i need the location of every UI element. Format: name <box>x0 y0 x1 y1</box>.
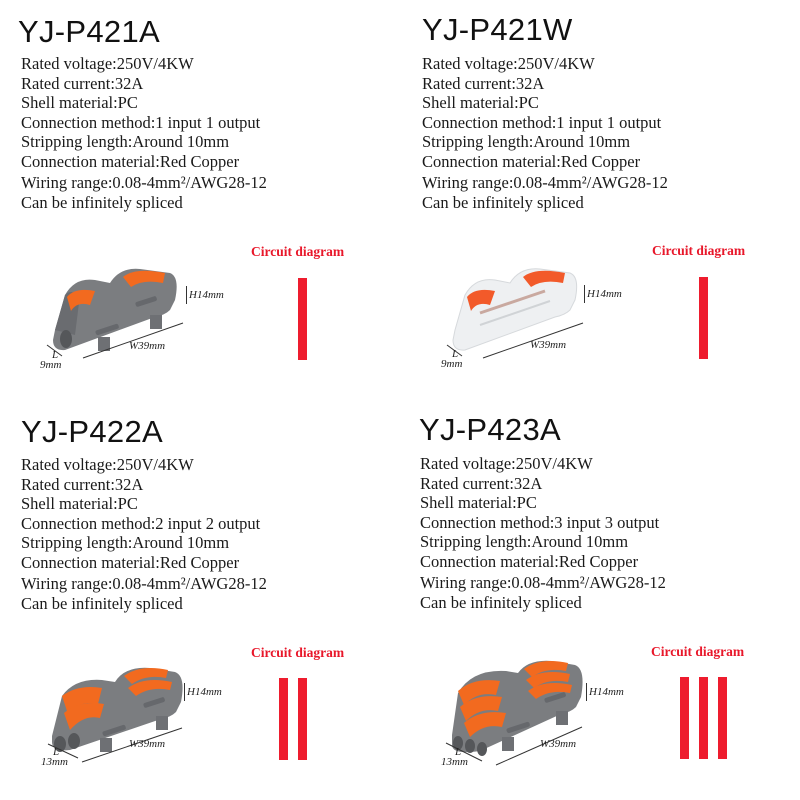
dim-length-label: L <box>455 746 462 758</box>
spec-rated-voltage: Rated voltage:250V/4KW <box>21 455 194 474</box>
circuit-diagram-label: Circuit diagram <box>251 645 345 660</box>
spec-connection-material: Connection material:Red Copper <box>21 151 240 171</box>
spec-shell-material: Shell material:PC <box>21 494 138 513</box>
dim-length-value: 13mm <box>41 756 68 768</box>
spec-connection-material: Connection material:Red Copper <box>420 551 639 571</box>
spec-rated-voltage: Rated voltage:250V/4KW <box>420 454 593 473</box>
circuit-diagram <box>298 278 307 360</box>
circuit-diagram-label: Circuit diagram <box>652 243 746 258</box>
model-title: YJ-P422A <box>21 414 163 449</box>
dim-height: H14mm <box>586 683 624 701</box>
dim-length-label: L <box>452 348 459 360</box>
spec-wiring-range: Wiring range:0.08-4mm²/AWG28-12 <box>21 574 267 593</box>
dim-height: H14mm <box>584 285 622 303</box>
dim-width: W39mm <box>540 738 577 750</box>
spec-connection-material: Connection material:Red Copper <box>422 151 641 171</box>
spec-connection-method: Connection method:2 input 2 output <box>21 513 261 533</box>
spec-splice: Can be infinitely spliced <box>21 192 183 212</box>
spec-stripping-length: Stripping length:Around 10mm <box>21 533 230 552</box>
circuit-line <box>279 678 288 760</box>
spec-splice: Can be infinitely spliced <box>420 592 582 612</box>
circuit-line <box>298 278 307 360</box>
circuit-line <box>718 677 727 759</box>
spec-rated-current: Rated current:32A <box>422 73 545 93</box>
model-title: YJ-P421A <box>18 14 160 49</box>
circuit-diagram <box>699 277 708 359</box>
spec-stripping-length: Stripping length:Around 10mm <box>420 532 629 551</box>
model-title: YJ-P423A <box>419 412 561 447</box>
spec-shell-material: Shell material:PC <box>420 493 537 512</box>
circuit-diagram <box>680 677 727 759</box>
spec-rated-voltage: Rated voltage:250V/4KW <box>21 54 194 73</box>
spec-splice: Can be infinitely spliced <box>21 593 183 613</box>
spec-shell-material: Shell material:PC <box>21 93 138 112</box>
spec-rated-current: Rated current:32A <box>420 473 543 493</box>
product-panel-p421w <box>400 0 800 400</box>
dim-width: W39mm <box>129 340 166 352</box>
dim-length-value: 13mm <box>441 756 468 768</box>
spec-list <box>422 54 668 212</box>
spec-rated-voltage: Rated voltage:250V/4KW <box>422 54 595 73</box>
spec-wiring-range: Wiring range:0.08-4mm²/AWG28-12 <box>422 173 668 192</box>
circuit-line <box>298 678 307 760</box>
spec-connection-method: Connection method:1 input 1 output <box>422 112 662 132</box>
circuit-diagram <box>279 678 307 760</box>
spec-connection-material: Connection material:Red Copper <box>21 552 240 572</box>
spec-list <box>21 54 267 212</box>
connector-image-grey-3way <box>440 655 590 770</box>
spec-connection-method: Connection method:1 input 1 output <box>21 112 261 132</box>
spec-list <box>420 454 666 612</box>
product-panel-p422a <box>0 400 400 800</box>
connector-image-grey-2way <box>40 658 190 768</box>
spec-wiring-range: Wiring range:0.08-4mm²/AWG28-12 <box>21 173 267 192</box>
spec-stripping-length: Stripping length:Around 10mm <box>21 132 230 151</box>
product-panel-p423a <box>400 400 800 800</box>
dim-height: H14mm <box>184 683 222 701</box>
dim-width: W39mm <box>129 738 166 750</box>
model-title: YJ-P421W <box>422 12 573 47</box>
circuit-line <box>680 677 689 759</box>
dim-length-label: L <box>53 746 60 758</box>
spec-rated-current: Rated current:32A <box>21 73 144 93</box>
circuit-diagram-label: Circuit diagram <box>651 644 745 659</box>
spec-splice: Can be infinitely spliced <box>422 192 584 212</box>
dim-length-value: 9mm <box>40 359 62 371</box>
dim-length-label: L <box>52 349 59 361</box>
circuit-line <box>699 677 708 759</box>
spec-stripping-length: Stripping length:Around 10mm <box>422 132 631 151</box>
spec-rated-current: Rated current:32A <box>21 474 144 494</box>
spec-connection-method: Connection method:3 input 3 output <box>420 512 660 532</box>
spec-wiring-range: Wiring range:0.08-4mm²/AWG28-12 <box>420 573 666 592</box>
circuit-line <box>699 277 708 359</box>
dim-length-value: 9mm <box>441 358 463 370</box>
spec-list <box>21 455 267 613</box>
dim-width: W39mm <box>530 339 567 351</box>
dim-height: H14mm <box>186 286 224 304</box>
spec-shell-material: Shell material:PC <box>422 93 539 112</box>
circuit-diagram-label: Circuit diagram <box>251 244 345 259</box>
product-panel-p421a <box>0 0 400 400</box>
